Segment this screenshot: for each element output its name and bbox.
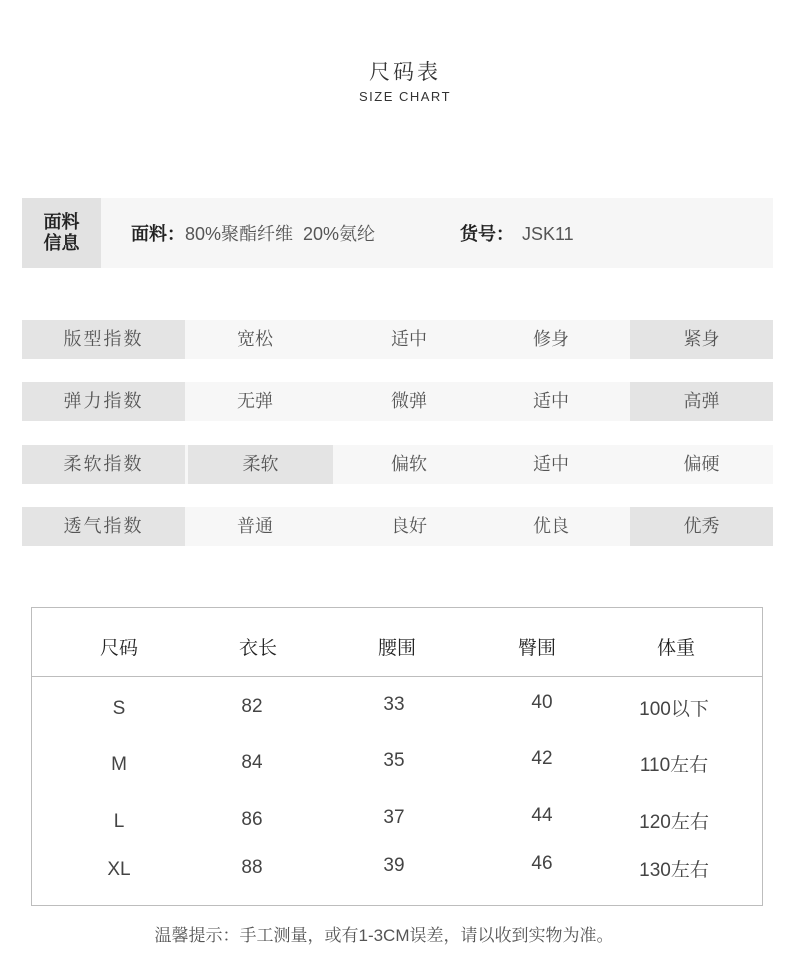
index-option: 适中: [391, 329, 427, 349]
item-number-value: JSK11: [522, 224, 574, 244]
material-label: 面料：: [131, 224, 185, 244]
table-cell: 46: [531, 853, 553, 874]
footer-note: 温馨提示：手工测量，或有1-3CM误差，请以收到实物为准。: [154, 926, 614, 945]
index-option: 宽松: [237, 329, 273, 349]
material-value: 80%聚酯纤维 20%氨纶: [185, 224, 376, 244]
table-cell: 100以下: [639, 699, 709, 720]
table-cell: 82: [241, 696, 263, 717]
table-header-hip: 臀围: [517, 638, 556, 659]
material-info: [131, 220, 375, 246]
index-option-selected: 高弹: [630, 382, 773, 421]
index-row-breathability: [22, 507, 773, 546]
table-cell: S: [112, 698, 126, 719]
index-row-name: 透气指数: [22, 507, 185, 546]
table-header-weight: 体重: [656, 638, 695, 659]
fabric-section-label: [22, 198, 101, 268]
index-option: 良好: [391, 516, 427, 536]
index-option: 适中: [533, 454, 569, 474]
table-cell: M: [111, 754, 127, 775]
index-row-name: 柔软指数: [22, 445, 185, 484]
table-cell: 120左右: [639, 812, 709, 833]
index-option: 无弹: [237, 391, 273, 411]
index-option: 偏软: [391, 454, 427, 474]
item-number-info: [460, 220, 574, 246]
table-cell: 33: [383, 694, 405, 715]
table-header-size: 尺码: [99, 638, 138, 659]
index-row-softness: [22, 445, 773, 484]
table-cell: 42: [531, 748, 553, 769]
index-option-selected: 优秀: [630, 507, 773, 546]
table-cell: 110左右: [639, 755, 709, 776]
index-option: 普通: [237, 516, 273, 536]
index-row-fit: [22, 320, 773, 359]
table-cell: 84: [241, 752, 263, 773]
index-option: 偏硬: [683, 454, 720, 474]
fabric-info-bar: [22, 198, 773, 268]
header-divider: [32, 676, 762, 677]
index-row-name: 弹力指数: [22, 382, 185, 421]
table-cell: 35: [383, 750, 405, 771]
table-cell: 44: [531, 805, 553, 826]
title-en: SIZE CHART: [358, 89, 452, 104]
title-cn: 尺码表: [369, 61, 441, 84]
index-option-selected: 柔软: [188, 445, 333, 484]
index-row-name: 版型指数: [22, 320, 185, 359]
index-option: 修身: [533, 329, 569, 349]
table-header-length: 衣长: [238, 638, 277, 659]
table-header-waist: 腰围: [377, 638, 416, 659]
index-option: 适中: [533, 391, 569, 411]
table-cell: 37: [383, 807, 405, 828]
index-row-elasticity: [22, 382, 773, 421]
fabric-section-label-text: 面料信息: [43, 212, 80, 253]
table-cell: 130左右: [639, 860, 709, 881]
size-table: [31, 607, 763, 906]
table-cell: 40: [531, 692, 553, 713]
table-cell: XL: [107, 859, 131, 880]
table-cell: 86: [241, 809, 263, 830]
table-cell: 88: [241, 857, 263, 878]
index-option: 优良: [533, 516, 569, 536]
index-option-selected: 紧身: [630, 320, 773, 359]
table-cell: 39: [383, 855, 405, 876]
item-number-label: 货号：: [460, 224, 514, 244]
index-option: 微弹: [391, 391, 427, 411]
table-cell: L: [113, 811, 125, 832]
